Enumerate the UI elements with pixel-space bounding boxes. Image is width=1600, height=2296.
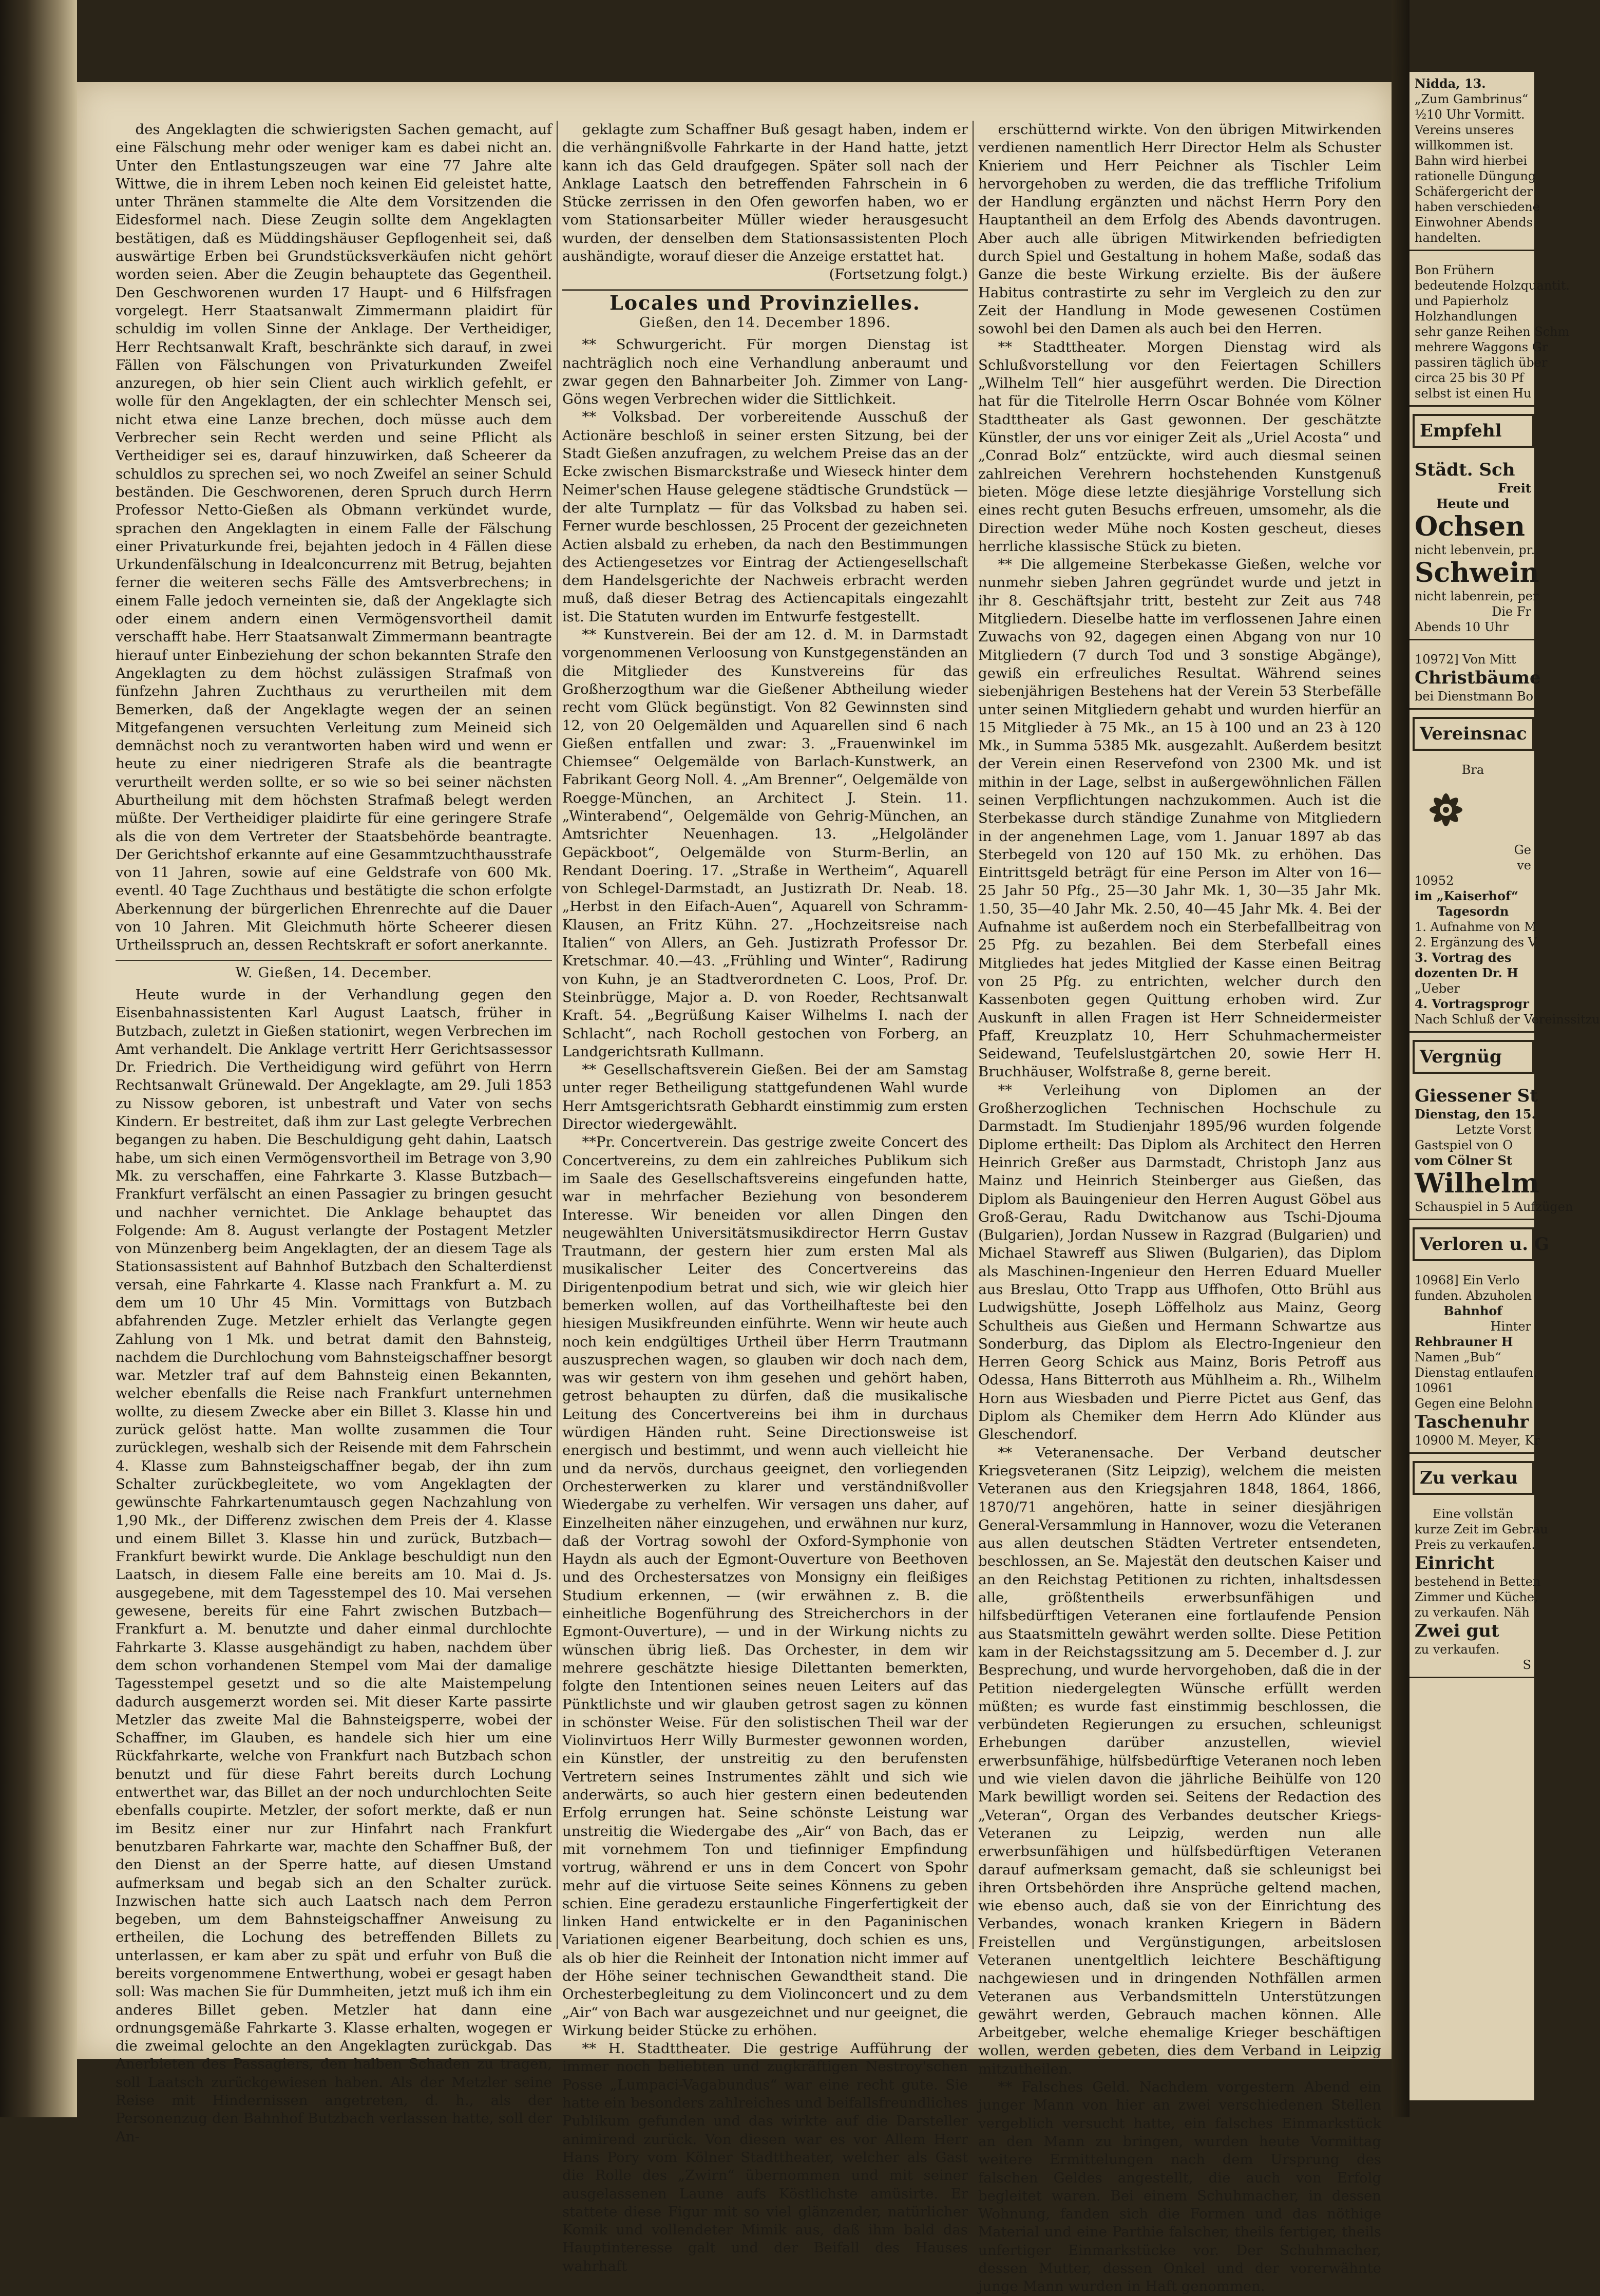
ad-headline: Städt. Sch [1415,460,1515,480]
ad-lost-found [1409,1268,1540,1454]
ad-line: rationelle Düngung [1415,169,1536,183]
ad-line: 10900 M. Meyer, Kr [1415,1433,1540,1448]
news-item: ** Falsches Geld. Nachdem vorgestern Abend ein junger Mann von hier an zwei verschiedenen Stellen vergeblich versucht hatte, ein falsches Einmarkstück an den Mann zu bringen, wurden heute Vormittag weitere Ermittelungen nach dem Ursprung des falschen Geldes angestellt, die auch von Erfolg begleitet waren. Bei einem Schuhmacher, in dessen Wohnung, fanden sich die Formen und das nöthige Material und eine Parthie falscher, theils fertiger, theils unfertiger Einmarkstücke vor. Der Schuhmacher, dessen Mutter, dessen Onkel und der vorerwähnte junge Mann wurden in Haft genommen. [978,2079,1381,2295]
ad-headline: Zwei gut [1415,1621,1499,1641]
ad-line: Gastspiel von O [1415,1138,1513,1152]
ad-line: im „Kaiserhof“ [1415,888,1518,903]
column-left [116,121,552,2145]
news-item: ** Die allgemeine Sterbekasse Gießen, welche vor nunmehr sieben Jahren gegründet wurde und jetzt in ihr 8. Geschäftsjahr tritt, besteht zur Zeit aus 748 Mitgliedern. Dieselbe hatte im verflossenen Jahre einen Zuwachs von 92, dagegen einen Abgang von nur 10 Mitgliedern (7 durch Tod und 3 sonstige Abgänge), gewiß ein erfreuliches Resultat. Während seines siebenjährigen Bestehens hat der Verein 53 Sterbefälle unter seinen Mitgliedern gehabt und wurden hierfür an 15 Mitglieder à 75 Mk., an 15 à 100 und an 23 à 120 Mk., in Summa 5385 Mk. ausgezahlt. Außerdem besitzt der Verein einen Reservefond von 2300 Mk. und ist mithin in der Lage, selbst in außergewöhnlichen Fällen seinen Verpflichtungen nachzukommen. Auch ist die Sterbekasse durch ständige Zunahme von Mitgliedern in der angenehmen Lage, vom 1. Januar 1897 ab das Sterbegeld von 120 auf 150 Mk. zu erhöhen. Das Eintrittsgeld beträgt für eine Person im Alter von 16—25 Jahr 50 Pfg., 25—30 Jahr Mk. 1, 30—35 Jahr Mk. 1.50, 35—40 Jahr Mk. 2.50, 40—45 Jahr Mk. 4. Bei der Aufnahme ist außerdem noch ein Sterbefallbeitrag von 25 Pfg. zu bezahlen. Bei dem Sterbefall eines Mitgliedes hat jedes Mitglied der Kasse einen Beitrag von 25 Pfg. zu entrichten, welcher durch den Kassenboten gegen Quittung erhoben wird. Zur Auskunft in allen Fragen ist Herr Schneidermeister Pfaff, Kreuzplatz 10, Herr Schuhmachermeister Seidewand, Teufelslustgärtchen 20, sowie Herr H. Bruchhäuser, Wolfstraße 8, gerne bereit. [978,556,1381,1080]
dateline: W. Gießen, 14. December. [116,960,552,982]
ad-vereinsnachrichten-header [1413,717,1534,751]
article-paragraph: Heute wurde in der Verhandlung gegen den Eisenbahnassistenten Karl August Laatsch, früher in Butzbach, zuletzt in Gießen stationirt, wegen Verbrechen im Amt verhandelt. Die Anklage vertritt Herr Gerichtsassessor Dr. Friedrich. Die Vertheidigung wird geführt von Herrn Rechtsanwalt Grünewald. Der Angeklagte, am 29. Juli 1853 zu Nissow geboren, ist unbestraft und Vater von sechs Kindern. Er bestreitet, daß ihm zur Last gelegte Verbrechen begangen zu haben. Die Beschuldigung geht dahin, Laatsch habe, um sich einen Vermögensvortheil im Betrage von 3,90 Mk. zu verschaffen, eine Fahrkarte 3. Klasse Butzbach—Frankfurt verfälscht an einen Passagier zu bringen gesucht und nachher vernichtet. Die Anklage behauptet das Folgende: Am 8. August verlangte der Postagent Metzler von Münzenberg beim Angeklagten, der an diesem Tage als Stationsassistent auf Bahnhof Butzbach den Schalterdienst versah, eine Fahrkarte 4. Klasse nach Frankfurt a. M. zu dem um 10 Uhr 45 Min. Vormittags von Butzbach abfahrenden Zuge. Metzler erhielt das Verlangte gegen Zahlung von 1 Mk. und betrat damit den Bahnsteig, nachdem die Durchlochung vom Bahnsteigschaffner besorgt war. Metzler traf auf dem Bahnsteig einen Bekannten, welcher ebenfalls die Reise nach Frankfurt unternehmen wollte, zu diesem Zwecke aber ein Billet 3. Klasse hin und zurück gelöst hatte. Man wollte zusammen die Tour zurücklegen, weshalb sich der Reisende mit dem Fahrschein 4. Klasse zum Bahnsteigschaffner begab, der ihn zum Schalter zurückbegleitete, wo vom Angeklagten der gewünschte Fahrkartenumtausch gegen Nachzahlung von 1,90 Mk., der Differenz zwischen dem Preis der 4. Klasse und einem Billet 3. Klasse hin und zurück, Butzbach—Frankfurt bewirkt wurde. Die Anklage beschuldigt nun den Laatsch, in diesem Falle eine bereits am 10. Mai d. Js. ausgegebene, mit dem Tagesstempel des 10. Mai versehen gewesene, bereits für eine Fahrt zwischen Butzbach—Frankfurt a. M. benutzte und daher einmal durchlochte Fahrkarte 3. Klasse ausgehändigt zu haben, nachdem über dem schon vorhandenen Stempel vom Mai der damalige Tagesstempel gesetzt und so die alte Maistempelung dadurch ausgemerzt worden sei. Mit dieser Karte passirte Metzler das zweite Mal die Bahnsteigsperre, wobei der Schaffner, im Glauben, es handele sich hier um eine Rückfahrkarte, welche von Frankfurt nach Butzbach schon benutzt und für diese Fahrt bereits durch Lochung entwerthet war, das Billet an der noch undurchlochten Seite ebenfalls coupirte. Metzler, der sofort merkte, daß er nun im Besitz einer nur zur Hinfahrt nach Frankfurt benutzbaren Fahrkarte war, machte den Schaffner Buß, der den Dienst an der Sperre hatte, auf diesen Umstand aufmerksam und begab sich an den Schalter zurück. Inzwischen hatte sich auch Laatsch nach dem Perron begeben, um dem Bahnsteigschaffner Anweisung zu ertheilen, die Lochung des betreffenden Billets zu unterlassen, er kam aber zu spät und erfuhr von Buß die bereits vorgenommene Entwerthung, wobei er gesagt haben soll: Was machen Sie für Dummheiten, jetzt muß ich ihm ein anderes Billet geben. Metzler hat dann eine ordnungsgemäße Fahrkarte 3. Klasse erhalten, wogegen er die zweimal gelochte an den Angeklagten zurückgab. Das Anerbieten des Passagiers, den halben Schaden zu tragen, soll Laatsch zurückgewiesen haben. Als der Metzler seine Reise mit Hindernissen angetreten, d. h., als der Personenzug den Bahnhof Butzbach verlassen hatte, soll der An- [116,986,552,2145]
column-right [978,121,1381,2295]
ad-line: Tagesordn [1437,904,1509,919]
ad-wood-trade-notice [1409,258,1570,407]
ad-line: zu verkaufen. [1415,1642,1500,1657]
ad-line: 2. Ergänzung des V [1415,935,1537,950]
ad-line: bedeutende Holzquantit. [1415,278,1570,293]
ad-line: Bon Frühern [1415,263,1495,277]
ad-empfehlung-header [1413,414,1534,448]
article-paragraph: geklagte zum Schaffner Buß gesagt haben, indem er die verhängnißvolle Fahrkarte in der Hand hatte, jetzt kann ich das Geld draufgegen. Später soll nach der Anklage Laatsch den betreffenden Fahrschein in 6 Stücke zerrissen in den Ofen geworfen haben, wo er vom Stationsarbeiter Müller wieder herausgesucht wurden, der denselben dem Stationsassistenten Ploch aushändigte, worauf dieser die Anzeige erstattet hat. [562,121,968,265]
ad-line: Freit [1498,481,1531,496]
ad-line: circa 25 bis 30 Pf [1415,371,1524,385]
ad-line: Bahnhof [1443,1303,1502,1318]
ad-line: Rehbrauner H [1415,1334,1513,1349]
ad-line: Bahn wird hierbei [1415,154,1528,168]
ad-line: Schäfergericht der [1415,184,1533,199]
ad-line: haben verschiedene [1415,200,1540,214]
ad-line: S [1522,1658,1531,1672]
ad-line: mehrere Waggons Gr [1415,340,1548,354]
ad-line: ½10 Uhr Vormitt. [1415,107,1525,122]
news-item: ** Gesellschaftsverein Gießen. Bei der am Samstag unter reger Betheiligung stattgefundenen Wahl wurde Herr Amtsgerichtsrath Gebhardt einstimmig zum ersten Director wiedergewählt. [562,1061,968,1133]
ad-line: Dienstag entlaufen. [1415,1365,1537,1380]
ad-line: funden. Abzuholen [1415,1288,1532,1303]
ad-line: Zimmer und Küche, [1415,1590,1538,1604]
ad-line: Eine vollstän [1432,1507,1514,1521]
ad-line: Gegen eine Belohn [1415,1396,1533,1411]
ad-line: nicht lebenvein, pr. [1415,543,1535,557]
section-heading: Locales und Provinzielles. [562,289,968,312]
ad-line: sehr ganze Reihen Schm [1415,325,1570,339]
ad-line: nicht labenrein, per [1415,589,1539,603]
ad-headline: Giessener St [1415,1086,1538,1106]
news-item: ** Verleihung von Diplomen an der Großherzoglichen Technischen Hochschule zu Darmstadt. Im Studienjahr 1895/96 wurden folgende Diplome ertheilt: Das Diplom als Architect den Herren Heinrich Greßer aus Darmstadt, Christoph Janz aus Mainz und Heinrich Steinberger aus Gießen, das Diplom als Bauingenieur den Herren August Göbel aus Groß-Gerau, Radu Dwitchanow aus Tschi-Djouma (Bulgarien), Jordan Nussew in Razgrad (Bulgarien) und Michael Stawreff aus Sliwen (Bulgarien), das Diplom als Maschinen-Ingenieur den Herren Eduard Mueller aus Breslau, Otto Trapp aus Uffhofen, Otto Brühl aus Ludwigshütte, Joseph Löffelholz aus Mainz, Georg Schultheis aus Gießen und Hermann Schwartze aus Sonderburg, das Diplom als Electro-Ingenieur den Herren Georg Schick aus Mainz, Boris Petroff aus Odessa, Hans Bitterroth aus Mühlheim a. Rh., Wilhelm Horn aus Wiesbaden und Pierre Pictet aus Genf, das Diplom als Chemiker dem Herrn Ado Klünder aus Gleschendorf. [978,1081,1381,1443]
ad-headline: Einricht [1415,1553,1495,1573]
ad-line: Vereins unseres [1415,123,1514,137]
ad-lost-found-header [1413,1227,1549,1261]
ad-line: 10961 [1415,1381,1454,1395]
ad-line: passiren täglich über [1415,355,1548,370]
column-rule [557,121,558,1949]
ad-line: Preis zu verkaufen. [1415,1538,1535,1552]
ad-line: bestehend in Betten [1415,1574,1541,1589]
ad-line: Holzhandlungen [1415,309,1517,324]
ad-line: handelten. [1415,231,1481,245]
ad-line: zu verkaufen. Näh [1415,1605,1530,1620]
ad-line: Heute und [1436,496,1510,511]
ad-headline: Schwein [1415,557,1539,589]
ad-line: kurze Zeit im Gebrau [1415,1522,1548,1536]
news-item: **Pr. Concertverein. Das gestrige zweite Concert des Concertvereins, zu dem ein zahlreiches Publikum sich im Saale des Gesellschaftsvereins eingefunden hatte, war in mehrfacher Beziehung von besonderem Interesse. Wir beneiden vor allen Dingen den neugewählten Universitätsmusikdirector Herrn Gustav Trautmann, der gestern hier zum ersten Mal als musikalischer Leiter des Concertvereins das Dirigentenpodium betrat und sich, wie wir gleich hier bemerken wollen, auf das Vortheilhafteste bei den hiesigen Musikfreunden einführte. Wenn wir heute auch noch kein endgültiges Urtheil über Herrn Trautmann auszusprechen wagen, so glauben wir doch nach dem, was wir gestern von ihm gesehen und gehört haben, getrost behaupten zu dürfen, daß die musikalische Leitung des Concertvereins bei ihm in durchaus würdigen Händen ruht. Seine Directionsweise ist energisch und bestimmt, und wenn auch vielleicht hie und da nervös, durchaus geeignet, den vorliegenden Orchesterwerken zu klarer und verständnißvoller Wiedergabe zu verhelfen. Wir versagen uns daher, auf Einzelheiten näher einzugehen, und erwähnen nur kurz, daß der Vortrag sowohl der Oxford-Symphonie von Haydn als auch der Egmont-Ouverture von Beethoven und des Orchestersatzes von Monsigny ein fleißiges Studium erkennen, — (wir erwähnen z. B. die einheitliche Bogenführung des Streicherchors in der Egmont-Ouverture), — und in der Wirkung nichts zu wünschen übrig ließ. Das Orchester, in dem wir mehrere geschätzte hiesige Dilettanten bemerkten, folgte den Intentionen seines neuen Leiters auf das Pünktlichste und wir glauben getrost sagen zu können in schönster Weise. Für den solistischen Theil war der Violinvirtuos Herr Willy Burmester gewonnen worden, ein Künstler, der unstreitig zu den berufensten Vertretern seines Instrumentes zählt und sich wie anderwärts, so auch hier gestern einen bedeutenden Erfolg errungen hat. Seine schönste Leistung war unstreitig die Wiedergabe des „Air“ von Bach, das er mit vornehmem Ton und tiefinniger Empfindung vortrug, während er uns in dem Concert von Spohr mehr auf die virtuose Seite seines Könnens zu geben schien. Eine geradezu erstaunliche Fingerfertigkeit der linken Hand entwickelte er in den Paganinischen Variationen eigener Bearbeitung, doch schien es uns, als ob hier die Reinheit der Intonation nicht immer auf der Höhe seiner technischen Gewandtheit stand. Die Orchesterbegleitung zu dem Violinconcert und zu dem „Air“ von Bach war ausgezeichnet und nur geeignet, die Wirkung beider Stücke zu erhöhen. [562,1134,968,2039]
ad-line: Ge [1514,843,1531,857]
ad-line: Bra [1461,763,1484,777]
ad-line: Dienstag, den 15. [1415,1107,1536,1122]
ad-line: Einwohner Abends [1415,215,1533,230]
ad-line: „Ueber [1415,981,1460,996]
ad-line: 10968] Ein Verlo [1415,1273,1520,1287]
ad-headline: Empfehl [1420,421,1502,441]
column-rule [973,121,974,1949]
advertisement-strip [1409,72,1600,2100]
ad-headline: Verloren u. G [1420,1234,1549,1255]
edelweiss-icon [1418,782,1474,838]
ad-line: „Zum Gambrinus“ [1415,92,1529,106]
news-item: ** Veteranensache. Der Verband deutscher Kriegsveteranen (Sitz Leipzig), welchem die meisten Veteranen aus den Kriegsjahren 1848, 1864, 1866, 1870/71 angehören, hatte in seiner diesjährigen General-Versammlung in Hannover, wozu die Veteranen aus allen deutschen Städten Vertreter entsendeten, beschlossen, an Se. Majestät den deutschen Kaiser und an den Reichstag Petitionen zu richten, inhaltsdessen alle, größtentheils erwerbsunfähigen und hilfsbedürftigen Veteranen eine fortlaufende Pension aus Staatsmitteln gewährt werden sollte. Diese Petition kam in der Reichstagssitzung am 5. December d. J. zur Besprechung, und wurde hervorgehoben, daß die in der Petition niedergelegten Wünsche erfüllt werden müßten; es wurde fast einstimmig beschlossen, die verbündeten Regierungen zu ersuchen, schleunigst Erhebungen darüber anzustellen, wieviel erwerbsunfähige, hülfsbedürftige Veteranen noch leben und wie vielen davon die jährliche Beihülfe von 120 Mark bewilligt worden sei. Seitens der Redaction des „Veteran“, Organ des Verbandes deutscher Kriegs-Veteranen zu Leipzig, werden nun alle erwerbsunfähigen und hülfsbedürftigen Veteranen darauf aufmerksam gemacht, daß sie schleunigst bei ihren Ortsbehörden ihre Ansprüche geltend machen, wie ebenso auch, daß sie von der Einrichtung des Verbandes, wonach kranken Kriegern in Bädern Freistellen und Vergünstigungen, arbeitslosen Veteranen unentgeltlich leichtere Beschäftigung nachgewiesen und in dringenden Nothfällen armen Veteranen aus Verbandsmitteln Unterstützungen gewährt werden, Gebrauch machen können. Alle Arbeitgeber, welche ehemalige Krieger beschäftigen wollen, werden gebeten, dies dem Verband in Leipzig mitzutheilen. [978,1444,1381,2077]
ad-line: dozenten Dr. H [1415,965,1518,980]
ad-headline: Taschenuhr [1415,1412,1529,1432]
news-item: ** Schwurgericht. Für morgen Dienstag ist nachträglich noch eine Verhandlung anberaumt und zwar gegen den Bahnarbeiter Joh. Zimmer von Lang-Göns wegen Verbrechen wider die Sittlichkeit. [562,336,968,408]
news-item: ** Kunstverein. Bei der am 12. d. M. in Darmstadt vorgenommenen Verloosung von Kunstgegenständen an die Mitglieder des Kunstvereins für das Großherzogthum war die Gießener Abtheilung wieder recht vom Glück begünstigt. Von 82 Gewinnsten sind 12, von 20 Oelgemälden und Aquarellen sind 6 nach Gießen entfallen und zwar: 3. „Frauenwinkel im Chiemsee“ Oelgemälde von Barlach-Kunstwerk, an Fabrikant Georg Noll. 4. „Am Brenner“, Oelgemälde von Roegge-München, an Architect J. Stein. 11. „Winterabend“, Oelgemälde von Gehrig-München, an Amtsrichter Neuenhagen. 13. „Helgoländer Gepäckboot“, Oelgemälde von Sturm-Berlin, an Rendant Doering. 17. „Straße in Wertheim“, Aquarell von Schlegel-Darmstadt, an Justizrath Dr. Neab. 18. „Herbst in den Eifach-Auen“, Aquarell von Schramm-Klausen, an Fritz Kühn. 27. „Hochzeitsreise nach Italien“ von Allers, an Geh. Justizrath Professor Dr. Kretschmar. 40.—43. „Frühling und Winter“, Radirung von Kuhn, je an Stadtverordneten C. Loos, Prof. Dr. Steinbrügge, Major a. D. von Roeder, Rechtsanwalt Kraft. 54. „Begrüßung Kaiser Wilhelms I. nach der Schlacht“, nach Rocholl gestochen von Forberg, an Landgerichtsrath Kullmann. [562,627,968,1060]
ad-vergnuegungen-header [1413,1040,1534,1074]
ad-slaughterhouse [1409,455,1539,640]
news-item: ** Stadttheater. Morgen Dienstag wird als Schlußvorstellung vor den Feiertagen Schillers „Wilhelm Tell“ hier ausgeführt werden. Die Direction hat für die Titelrolle Herrn Oscar Bohnée vom Kölner Stadttheater als Gast gewonnen. Der geschätzte Künstler, der uns vor einiger Zeit als „Uriel Acosta“ und „Conrad Bolz“ entzückte, wird auch diesmal seinen zahlreichen Verehrern hochstehenden Kunstgenuß bieten. Möge diese letzte diesjährige Vorstellung sich eines recht guten Besuchs erfreuen, umsomehr, als die Direction weder Mühe noch Kosten gescheut, dieses herrliche klassische Stück zu bieten. [978,338,1381,555]
ad-headline: Christbäume [1415,668,1541,688]
column-middle [562,121,968,2274]
ad-line: 10972] Von Mitt [1415,652,1516,667]
ad-line: 4. Vortragsprogr [1415,996,1529,1011]
ad-club-meeting [1409,758,1600,1033]
ad-line: 3. Vortrag des [1415,950,1512,965]
ad-line: ve [1517,858,1531,872]
ad-line: bei Dienstmann Bo [1415,689,1534,704]
ad-headline: Vereinsnac [1420,724,1527,744]
ad-line: Namen „Bub“ [1415,1350,1501,1364]
ad-line: Nidda, 13. [1415,76,1486,91]
scan-binding-edge [0,0,77,2117]
ad-line: und Papierholz [1415,294,1509,308]
article-paragraph: des Angeklagten die schwierigsten Sachen gemacht, auf eine Fälschung mehr oder weniger kam es dabei nicht an. Unter den Entlastungszeugen war eine 77 Jahre alte Wittwe, die in ihrem Leben noch keinen Eid geleistet hatte, unter Thränen stammelte die Alte dem Vorsitzenden die Eidesformel nach. Diese Zeugin sollte dem Angeklagten bestätigen, daß es Müddingshäuser Gepflogenheit sei, daß auswärtige Erben bei Grundstücksverkäufen nicht gehört worden seien. Aber die Zeugin behauptete das Gegentheil. Den Geschworenen wurden 17 Haupt- und 6 Hilfsfragen vorgelegt. Herr Staatsanwalt Zimmermann plaidirt für schuldig im vollen Sinne der Anklage. Der Vertheidiger, Herr Rechtsanwalt Kraft, beschränkte sich darauf, in zwei Fällen von Fälschungen von Privaturkunden Zweifel anzuregen, ob hier sein Client auch wirklich gefehlt, er wolle für den Angeklagten, der ein schlechter Mensch sei, nicht etwa eine Lanze brechen, doch müsse auch dem Verbrecher sein Recht werden und seine Pflicht als Vertheidiger sei es, darauf hinzuwirken, daß Scheerer da schuldlos zu sprechen sei, wo noch Zweifel an seiner Schuld beständen. Die Geschworenen, deren Spruch durch Herrn Professor Netto-Gießen als Obmann verkündet wurde, sprachen den Angeklagten in einem Falle der Fälschung einer Privaturkunde frei, bejahten jedoch in 4 Fällen diese Urkundenfälschung in Idealconcurrenz mit Betrug, bejahten ferner die weiteren sechs Fälle des Amtsverbrechens; in einem Falle jedoch verneinten sie, daß der Angeklagte sich oder einem andern einen Vermögensvortheil damit verschafft habe. Herr Staatsanwalt Zimmermann beantragte hierauf unter Einbeziehung der schon bekannten Strafe den Angeklagten zu dem höchst zulässigen Strafmaß von fünfzehn Jahren Zuchthaus zu verurtheilen mit dem Bemerken, daß der Angeklagte wegen der an seinen Mitgefangenen versuchten Verleitung zum Meineid sich demnächst noch zu verantworten haben wird und wenn er heute zu einer niedrigeren Strafe als die beantragte verurtheilt werden sollte, er so wie so bei seiner nächsten Aburtheilung mit dem höchsten Strafmaß belegt werden müßte. Der Vertheidiger plaidirte für eine geringere Strafe als die von dem Vertreter der Staatsbehörde beantragte. Der Gerichtshof erkannte auf eine Gesammtzuchthausstrafe von 11 Jahren, sowie auf eine Geldstrafe von 600 Mk. eventl. 40 Tage Zuchthaus und bestätigte die schon erfolgte Aberkennung der bürgerlichen Ehrenrechte auf die Dauer von 10 Jahren. Mit Gleichmuth hörte Scheerer diesen Urtheilsspruch an, dessen Rechtskraft er sofort anerkannte. [116,121,552,954]
ad-line: Die Fr [1492,604,1531,619]
ad-headline: Zu verkau [1420,1468,1518,1488]
ad-line: willkommen ist. [1415,138,1514,153]
ad-nidda-notice [1409,72,1540,251]
ad-headline: Wilhelm [1415,1168,1539,1199]
ad-line: selbst ist einen Hu [1415,386,1532,401]
ad-headline: Vergnüg [1420,1047,1502,1067]
ad-line: Hinter [1490,1319,1531,1334]
ad-line: 10952 [1415,874,1454,888]
ad-line: 1. Aufnahme von M [1415,920,1537,934]
ad-theatre [1409,1081,1573,1220]
ad-line: Letzte Vorst [1456,1123,1531,1137]
ad-headline: Ochsen [1415,511,1525,542]
ad-line: vom Cölner St [1415,1153,1513,1168]
ad-for-sale-header [1413,1461,1534,1495]
ad-line: Nach Schluß der Vereinssitzu [1415,1012,1600,1027]
ad-for-sale [1409,1502,1548,1678]
page-gutter [1392,0,1409,2117]
dateline: Gießen, den 14. December 1896. [639,314,891,331]
news-item: ** H. Stadttheater. Die gestrige Aufführung der immer noch beliebten und zugkräftigen Nestroy'schen Posse „Lumpaci-Vagabundus“ war eine recht gute. Sie hatte ein besonders zahlreiches und beifallsfreundliches Publikum gefunden und das wirkte auf die Darsteller animirend zurück. Von diesen war es vor Allem Herr Hans Pory vom Kölner Stadttheater, welcher als Gast die Rolle des „Zwirn“ übernommen und mit seiner ausgelassenen Laune aufs Köstlichste amüsirte. Er stattete diese Figur mit so viel glänzender, natürlicher Komik und vollendeter Mimik aus, daß ihm bald das Hauptinteresse galt und der Beifall des Hauses wahrhaft [562,2040,968,2274]
continuation-note: (Fortsetzung folgt.) [829,266,968,283]
ad-line: Schauspiel in 5 Aufzügen [1415,1200,1573,1214]
news-item: erschütternd wirkte. Von den übrigen Mitwirkenden verdienen namentlich Herr Director Helm als Schuster Knieriem und Herr Peichner als Tischler Leim hervorgehoben zu werden, die das treffliche Trifolium der Handlung ergänzten und nächst Herrn Pory den Hauptantheil an dem Erfolg des Abends davontrugen. Aber auch alle übrigen Mitwirkenden befriedigten durch Spiel und Gestaltung in hohem Maße, sodaß das Ganze die beste Wirkung erzielte. Bis der äußere Habitus contrastirte zu sehr im Vergleich zu den zur Zeit der Handlung in Mode gewesenen Costümen sowohl bei den Damen als auch bei den Herren. [978,121,1381,337]
ad-line: Abends 10 Uhr [1415,620,1509,634]
news-item: ** Volksbad. Der vorbereitende Ausschuß der Actionäre beschloß in seiner ersten Sitzung, bei der Stadt Gießen anzufragen, zu welchem Preise das an der Ecke zwischen Bismarckstraße und Wieseck hinter dem Neimer'schen Hause gelegene städtische Grundstück — der alte Turnplatz — für das Volksbad zu haben sei. Ferner wurde beschlossen, 25 Procent der gezeichneten Actien alsbald zu erheben, da nach den Bestimmungen des Actiengesetzes vor Eintrag der Actiengesellschaft dem Handelsgerichte der Nachweis erbracht werden muß, daß dieser Betrag des Actiencapitals eingezahlt ist. Die Statuten wurden im Entwurfe festgestellt. [562,409,968,625]
ad-christmas-trees [1409,648,1541,710]
